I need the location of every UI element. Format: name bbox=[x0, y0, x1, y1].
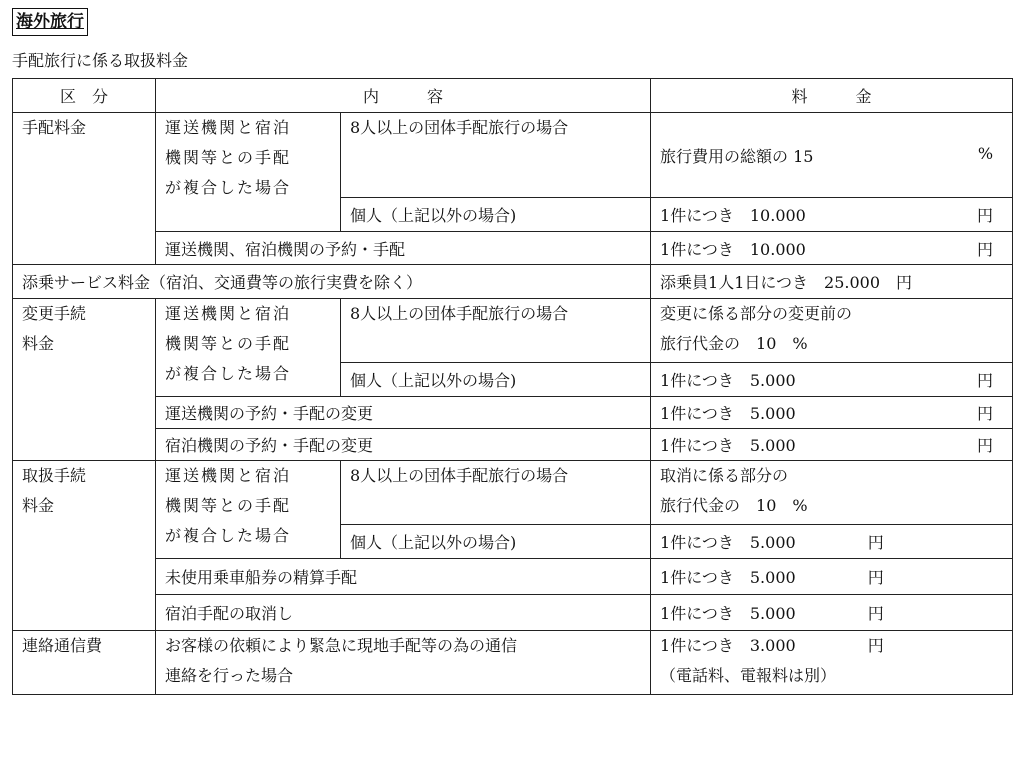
cancel-individual: 個人（上記以外の場合) bbox=[341, 525, 651, 559]
arrange-group-fee-text: 旅行費用の総額の 15 bbox=[660, 146, 814, 166]
arrange-booking-fee-text: 1件につき 10.000 bbox=[660, 239, 806, 259]
table-row bbox=[13, 559, 1013, 595]
comm-fee-unit: 円 bbox=[867, 636, 884, 655]
cancel-tickets-fee-text: 1件につき 5.000 bbox=[660, 568, 796, 587]
change-lodging: 宿泊機関の予約・手配の変更 bbox=[156, 429, 651, 461]
comm-content-line-2: 連絡を行った場合 bbox=[165, 666, 294, 685]
section-caption: 手配旅行に係る取扱料金 bbox=[12, 51, 189, 70]
change-transport: 運送機関の予約・手配の変更 bbox=[156, 397, 651, 429]
table-row bbox=[13, 461, 1013, 525]
change-group-fee-line-1: 変更に係る部分の変更前の bbox=[660, 304, 853, 323]
table-row bbox=[13, 113, 1013, 198]
arrange-combined bbox=[156, 113, 341, 232]
table-row bbox=[13, 631, 1013, 695]
comm-content bbox=[156, 631, 651, 695]
change-category-line-1: 変更手続 bbox=[22, 304, 87, 323]
change-group: 8人以上の団体手配旅行の場合 bbox=[341, 299, 651, 363]
cancel-combined-line-1: 運送機関と宿泊 bbox=[165, 466, 292, 485]
cancel-tickets-fee-unit: 円 bbox=[867, 568, 884, 587]
comm-fee bbox=[651, 631, 1013, 695]
arrange-individual: 個人（上記以外の場合) bbox=[341, 198, 651, 232]
cancel-individual-fee bbox=[651, 525, 1013, 559]
change-combined-line-2: 機関等との手配 bbox=[165, 334, 292, 353]
arrange-group-fee bbox=[651, 113, 1013, 198]
header-fee: 料 金 bbox=[651, 79, 1013, 113]
page-heading: 海外旅行 bbox=[12, 8, 88, 36]
arrange-individual-fee bbox=[651, 198, 1013, 232]
arrange-combined-line-3: が複合した場合 bbox=[165, 178, 292, 197]
comm-category: 連絡通信費 bbox=[13, 631, 156, 695]
comm-fee-line-2: （電話料、電報料は別） bbox=[660, 666, 837, 685]
cancel-group-fee-line-2: 旅行代金の 10 % bbox=[660, 496, 808, 515]
arrange-category: 手配料金 bbox=[13, 113, 156, 265]
arrange-combined-line-2: 機関等との手配 bbox=[165, 148, 292, 167]
cancel-category bbox=[13, 461, 156, 631]
change-combined-line-1: 運送機関と宿泊 bbox=[165, 304, 292, 323]
change-individual: 個人（上記以外の場合) bbox=[341, 363, 651, 397]
change-group-fee-line-2: 旅行代金の 10 % bbox=[660, 334, 808, 353]
change-individual-fee-text: 1件につき 5.000 bbox=[660, 371, 796, 390]
arrange-combined-line-1: 運送機関と宿泊 bbox=[165, 118, 292, 137]
comm-fee-text: 1件につき 3.000 bbox=[660, 636, 796, 655]
arrange-group: 8人以上の団体手配旅行の場合 bbox=[341, 113, 651, 198]
cancel-category-line-2: 料金 bbox=[22, 496, 55, 515]
arrange-booking-fee-unit: 円 bbox=[977, 239, 994, 259]
cancel-tickets-fee bbox=[651, 559, 1013, 595]
header-content: 内 容 bbox=[156, 79, 651, 113]
header-category: 区 分 bbox=[13, 79, 156, 113]
table-header-row bbox=[13, 79, 1013, 113]
escort-label: 添乗サービス料金（宿泊、交通費等の旅行実費を除く） bbox=[13, 265, 651, 299]
change-group-fee bbox=[651, 299, 1013, 363]
cancel-lodging-fee-text: 1件につき 5.000 bbox=[660, 604, 796, 623]
cancel-combined bbox=[156, 461, 341, 559]
change-combined bbox=[156, 299, 341, 397]
change-category-line-2: 料金 bbox=[22, 334, 55, 353]
cancel-group-fee-line-1: 取消に係る部分の bbox=[660, 466, 789, 485]
table-row bbox=[13, 232, 1013, 265]
arrange-individual-fee-unit: 円 bbox=[977, 206, 994, 225]
change-lodging-fee bbox=[651, 429, 1013, 461]
table-row bbox=[13, 397, 1013, 429]
cancel-combined-line-3: が複合した場合 bbox=[165, 526, 292, 545]
arrange-group-fee-unit: % bbox=[977, 143, 994, 163]
arrange-booking-fee bbox=[651, 232, 1013, 265]
cancel-lodging-fee bbox=[651, 595, 1013, 631]
change-transport-fee-text: 1件につき 5.000 bbox=[660, 404, 796, 423]
cancel-group: 8人以上の団体手配旅行の場合 bbox=[341, 461, 651, 525]
arrange-individual-fee-text: 1件につき 10.000 bbox=[660, 206, 806, 225]
escort-fee: 添乗員1人1日につき 25.000 円 bbox=[651, 265, 1013, 299]
cancel-combined-line-2: 機関等との手配 bbox=[165, 496, 292, 515]
cancel-group-fee bbox=[651, 461, 1013, 525]
change-combined-line-3: が複合した場合 bbox=[165, 364, 292, 383]
change-lodging-fee-unit: 円 bbox=[977, 436, 994, 455]
fee-table bbox=[12, 78, 1013, 695]
change-lodging-fee-text: 1件につき 5.000 bbox=[660, 436, 796, 455]
change-individual-fee bbox=[651, 363, 1013, 397]
cancel-category-line-1: 取扱手続 bbox=[22, 466, 87, 485]
table-row bbox=[13, 429, 1013, 461]
change-category bbox=[13, 299, 156, 461]
table-row bbox=[13, 299, 1013, 363]
cancel-individual-fee-text: 1件につき 5.000 bbox=[660, 533, 796, 552]
comm-fee-line-1 bbox=[660, 631, 1003, 661]
change-transport-fee-unit: 円 bbox=[977, 404, 994, 423]
cancel-tickets: 未使用乗車船券の精算手配 bbox=[156, 559, 651, 595]
change-transport-fee bbox=[651, 397, 1013, 429]
arrange-booking: 運送機関、宿泊機関の予約・手配 bbox=[156, 232, 651, 265]
cancel-individual-fee-unit: 円 bbox=[867, 533, 884, 552]
cancel-lodging-fee-unit: 円 bbox=[867, 604, 884, 623]
table-row bbox=[13, 265, 1013, 299]
table-row bbox=[13, 595, 1013, 631]
change-individual-fee-unit: 円 bbox=[977, 371, 994, 390]
comm-content-line-1: お客様の依頼により緊急に現地手配等の為の通信 bbox=[165, 636, 518, 655]
cancel-lodging: 宿泊手配の取消し bbox=[156, 595, 651, 631]
